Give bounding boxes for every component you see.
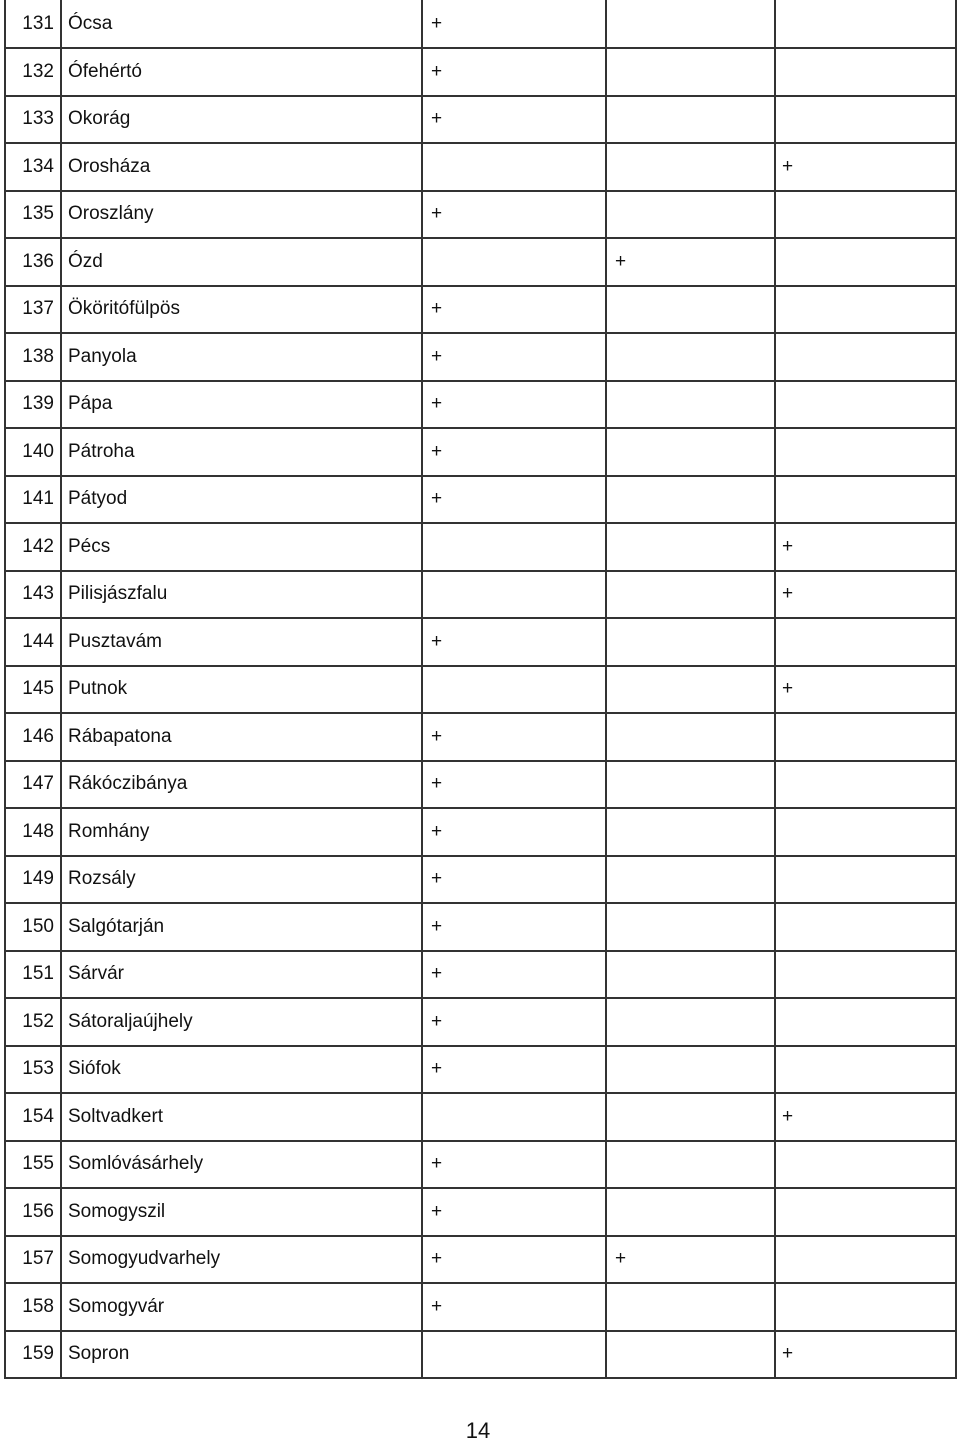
column-b-mark	[607, 762, 776, 808]
row-number: 147	[6, 762, 62, 808]
row-number: 144	[6, 619, 62, 665]
table-row	[6, 1092, 955, 1140]
column-c-mark	[776, 287, 955, 333]
row-number: 158	[6, 1284, 62, 1330]
column-b-mark	[607, 619, 776, 665]
table-row	[6, 712, 955, 760]
table-row	[6, 142, 955, 190]
table-row	[6, 95, 955, 143]
table-row	[6, 237, 955, 285]
settlement-name: Pápa	[62, 382, 423, 428]
column-a-mark: +	[423, 1237, 607, 1283]
column-a-mark: +	[423, 429, 607, 475]
table-row	[6, 47, 955, 95]
table-row	[6, 950, 955, 998]
table-row	[6, 807, 955, 855]
row-number: 134	[6, 144, 62, 190]
settlement-name: Romhány	[62, 809, 423, 855]
column-a-mark: +	[423, 334, 607, 380]
row-number: 139	[6, 382, 62, 428]
column-c-mark	[776, 382, 955, 428]
column-c-mark: +	[782, 678, 794, 700]
column-c-mark	[776, 477, 955, 523]
table-row	[6, 665, 955, 713]
settlement-name: Siófok	[62, 1047, 423, 1093]
table-row	[6, 570, 955, 618]
row-number: 154	[6, 1094, 62, 1140]
column-c-mark	[776, 857, 955, 903]
row-number: 146	[6, 714, 62, 760]
settlement-name: Somogyudvarhely	[62, 1237, 423, 1283]
settlement-name: Oroszlány	[62, 192, 423, 238]
column-b-mark	[607, 477, 776, 523]
settlement-name: Rákóczibánya	[62, 762, 423, 808]
settlement-table	[4, 0, 957, 1379]
column-b-mark	[607, 1332, 776, 1378]
column-b-mark	[607, 429, 776, 475]
settlement-name: Sátoraljaújhely	[62, 999, 423, 1045]
column-c-mark	[776, 97, 955, 143]
column-c-mark: +	[782, 1105, 794, 1127]
settlement-name: Ózd	[62, 239, 423, 285]
settlement-name: Ófehértó	[62, 49, 423, 95]
column-b-mark	[607, 49, 776, 95]
column-a-mark: +	[423, 857, 607, 903]
column-b-mark	[607, 572, 776, 618]
column-c-mark: +	[782, 155, 794, 177]
column-c-mark	[776, 1284, 955, 1330]
column-c-mark	[776, 1189, 955, 1235]
column-b-mark	[607, 144, 776, 190]
column-a-mark	[423, 524, 607, 570]
row-number: 143	[6, 572, 62, 618]
column-a-mark	[423, 667, 607, 713]
column-c-mark: +	[782, 1343, 794, 1365]
table-row	[6, 332, 955, 380]
column-c-mark	[776, 49, 955, 95]
column-b-mark	[607, 714, 776, 760]
settlement-name: Rozsály	[62, 857, 423, 903]
column-b-mark	[607, 809, 776, 855]
settlement-name: Pátyod	[62, 477, 423, 523]
column-a-mark: +	[423, 1284, 607, 1330]
row-number: 155	[6, 1142, 62, 1188]
settlement-name: Somlóvásárhely	[62, 1142, 423, 1188]
row-number: 152	[6, 999, 62, 1045]
column-b-mark	[607, 287, 776, 333]
column-a-mark	[423, 239, 607, 285]
settlement-name: Okorág	[62, 97, 423, 143]
column-a-mark: +	[423, 382, 607, 428]
column-a-mark	[423, 1332, 607, 1378]
settlement-name: Salgótarján	[62, 904, 423, 950]
row-number: 156	[6, 1189, 62, 1235]
table-row	[6, 760, 955, 808]
table-row	[6, 522, 955, 570]
settlement-name: Somogyszil	[62, 1189, 423, 1235]
row-number: 137	[6, 287, 62, 333]
row-number: 157	[6, 1237, 62, 1283]
row-number: 133	[6, 97, 62, 143]
row-number: 141	[6, 477, 62, 523]
column-c-mark	[776, 334, 955, 380]
column-b-mark	[607, 192, 776, 238]
column-c-mark	[776, 999, 955, 1045]
column-c-mark	[776, 762, 955, 808]
table-row	[6, 855, 955, 903]
table-row	[6, 1282, 955, 1330]
row-number: 140	[6, 429, 62, 475]
table-row	[6, 380, 955, 428]
column-b-mark	[607, 1284, 776, 1330]
column-a-mark: +	[423, 49, 607, 95]
settlement-name: Soltvadkert	[62, 1094, 423, 1140]
settlement-name: Pusztavám	[62, 619, 423, 665]
column-a-mark: +	[423, 809, 607, 855]
row-number: 149	[6, 857, 62, 903]
row-number: 136	[6, 239, 62, 285]
column-b-mark: +	[607, 239, 776, 285]
column-a-mark: +	[423, 97, 607, 143]
table-row	[6, 0, 955, 47]
column-a-mark: +	[423, 1142, 607, 1188]
column-b-mark: +	[607, 1237, 776, 1283]
column-b-mark	[607, 1094, 776, 1140]
column-c-mark	[776, 809, 955, 855]
table-row	[6, 285, 955, 333]
row-number: 151	[6, 952, 62, 998]
settlement-name: Somogyvár	[62, 1284, 423, 1330]
table-row	[6, 617, 955, 665]
table-row	[6, 902, 955, 950]
row-number: 132	[6, 49, 62, 95]
row-number: 145	[6, 667, 62, 713]
column-a-mark: +	[423, 1047, 607, 1093]
row-number: 153	[6, 1047, 62, 1093]
row-number: 138	[6, 334, 62, 380]
settlement-name: Orosháza	[62, 144, 423, 190]
row-number: 159	[6, 1332, 62, 1378]
column-b-mark	[607, 999, 776, 1045]
column-a-mark	[423, 144, 607, 190]
table-row	[6, 427, 955, 475]
settlement-name: Ököritófülpös	[62, 287, 423, 333]
table-row	[6, 475, 955, 523]
column-b-mark	[607, 0, 776, 47]
column-a-mark: +	[423, 762, 607, 808]
column-a-mark: +	[423, 904, 607, 950]
column-b-mark	[607, 857, 776, 903]
column-c-mark	[776, 714, 955, 760]
column-a-mark: +	[423, 287, 607, 333]
column-c-mark	[776, 1142, 955, 1188]
settlement-name: Pilisjászfalu	[62, 572, 423, 618]
column-c-mark	[776, 1237, 955, 1283]
settlement-name: Rábapatona	[62, 714, 423, 760]
settlement-name: Ócsa	[62, 0, 423, 47]
column-b-mark	[607, 1189, 776, 1235]
page-number: 14	[465, 1418, 491, 1443]
column-a-mark: +	[423, 952, 607, 998]
column-c-mark	[776, 0, 955, 47]
column-b-mark	[607, 904, 776, 950]
column-b-mark	[607, 524, 776, 570]
column-b-mark	[607, 382, 776, 428]
column-c-mark	[776, 1047, 955, 1093]
column-c-mark	[776, 904, 955, 950]
settlement-name: Putnok	[62, 667, 423, 713]
row-number: 150	[6, 904, 62, 950]
row-number: 135	[6, 192, 62, 238]
column-a-mark	[423, 1094, 607, 1140]
column-b-mark	[607, 97, 776, 143]
row-number: 142	[6, 524, 62, 570]
column-b-mark	[607, 1142, 776, 1188]
column-c-mark	[776, 619, 955, 665]
column-a-mark: +	[423, 619, 607, 665]
settlement-name: Sárvár	[62, 952, 423, 998]
column-c-mark: +	[782, 535, 794, 557]
column-c-mark: +	[782, 583, 794, 605]
column-a-mark: +	[423, 714, 607, 760]
column-a-mark: +	[423, 1189, 607, 1235]
settlement-name: Pátroha	[62, 429, 423, 475]
settlement-name: Panyola	[62, 334, 423, 380]
column-b-mark	[607, 952, 776, 998]
column-a-mark: +	[423, 999, 607, 1045]
table-row	[6, 1187, 955, 1235]
column-c-mark	[776, 952, 955, 998]
column-a-mark	[423, 572, 607, 618]
column-c-mark	[776, 239, 955, 285]
row-number: 131	[6, 0, 62, 47]
row-number: 148	[6, 809, 62, 855]
table-row	[6, 1045, 955, 1093]
table-row	[6, 1330, 955, 1378]
column-a-mark: +	[423, 0, 607, 47]
column-a-mark: +	[423, 477, 607, 523]
table-row	[6, 190, 955, 238]
table-row	[6, 1140, 955, 1188]
column-b-mark	[607, 1047, 776, 1093]
column-c-mark	[776, 429, 955, 475]
column-c-mark	[776, 192, 955, 238]
settlement-name: Pécs	[62, 524, 423, 570]
table-row	[6, 1235, 955, 1283]
column-b-mark	[607, 667, 776, 713]
table-row	[6, 997, 955, 1045]
column-a-mark: +	[423, 192, 607, 238]
column-b-mark	[607, 334, 776, 380]
settlement-name: Sopron	[62, 1332, 423, 1378]
